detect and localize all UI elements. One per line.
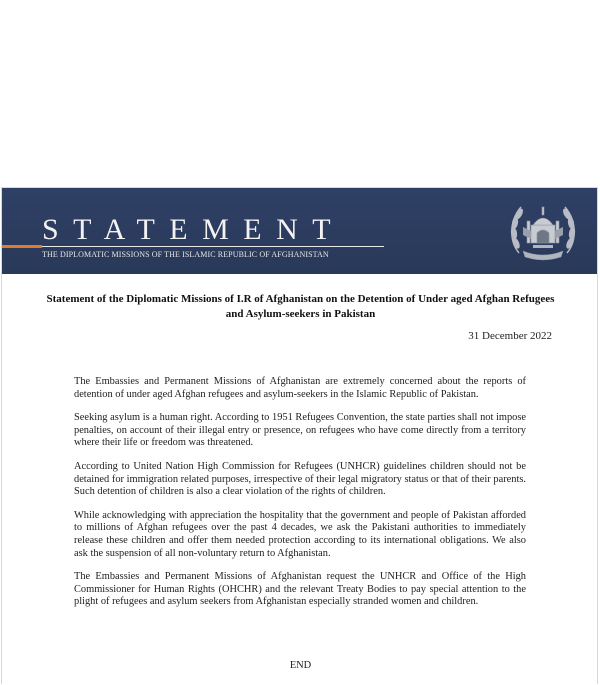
paragraph: Seeking asylum is a human right. According to 1951 Refugees Convention, the state parties shall not impose penalties, on account of their illegal entry or presence, on refugees who have come directly from a territory where their life or freedom was threatened. bbox=[74, 412, 526, 449]
banner-divider-rule bbox=[42, 246, 384, 247]
afghanistan-national-emblem-icon bbox=[505, 193, 581, 269]
paragraph: The Embassies and Permanent Missions of Afghanistan request the UNHCR and Office of the High Commissioner for Human Rights (OHCHR) and the relevant Treaty Bodies to pay special attention to the plight of refugees and asylum seekers from Afghanistan especially stranded women and children. bbox=[74, 571, 526, 608]
blank-top-area bbox=[0, 0, 600, 187]
statement-end: END bbox=[289, 660, 312, 671]
banner-subtitle: THE DIPLOMATIC MISSIONS OF THE ISLAMIC REPUBLIC OF AFGHANISTAN bbox=[42, 250, 329, 259]
statement-body bbox=[74, 376, 526, 620]
paragraph: According to United Nation High Commission for Refugees (UNHCR) guidelines children should not be detained for immigration related purposes, irrespective of their legal migratory status or that of their parents. Such detention of children is also a clear violation of the rights of children. bbox=[74, 460, 526, 498]
statement-banner bbox=[2, 188, 597, 274]
statement-heading: Statement of the Diplomatic Missions of I.R of Afghanistan on the Detention of Under aged Afghan Refugees and Asylum-seekers in Pakistan bbox=[46, 293, 555, 320]
statement-document bbox=[1, 187, 598, 684]
banner-title: STATEMENT bbox=[42, 213, 346, 246]
paragraph: While acknowledging with appreciation the hospitality that the government and people of Pakistan afforded to millions of Afghan refugees over the past 4 decades, we ask the Pakistani authorities to immediately release these children and offer them needed protection according to its international obligations. We also ask the suspension of all non-voluntary return to Afghanistan. bbox=[74, 509, 526, 559]
statement-date: 31 December 2022 bbox=[468, 330, 552, 342]
paragraph: The Embassies and Permanent Missions of Afghanistan are extremely concerned about the reports of detention of under aged Afghan refugees and asylum-seekers in the Islamic Republic of Pakistan. bbox=[74, 376, 526, 400]
banner-accent-rule bbox=[2, 245, 42, 248]
